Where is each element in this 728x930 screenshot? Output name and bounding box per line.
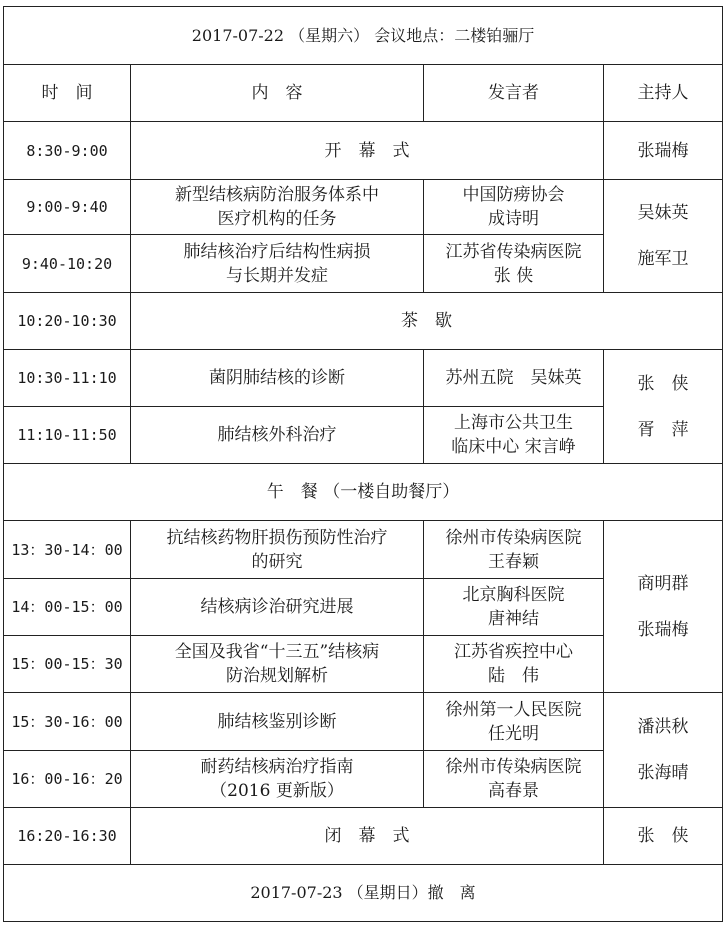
host-line: 张 侠 [637, 373, 689, 394]
lunch-break: 午 餐 （一楼自助餐厅） [4, 464, 723, 521]
host-line: 张海晴 [637, 763, 689, 783]
host-line: 商明群 [637, 573, 689, 594]
footer-row [4, 865, 723, 922]
session-speaker [424, 235, 604, 293]
session-content: 开 幕 式 [131, 122, 604, 180]
host-line: 张瑞梅 [637, 619, 689, 640]
session-time: 11:10-11:50 [4, 407, 131, 464]
speaker-line: 徐州市传染病医院 [445, 527, 582, 548]
session-time: 16:20-16:30 [4, 808, 131, 865]
content-line: 耐药结核病治疗指南 [200, 757, 354, 777]
table-row [4, 693, 723, 751]
speaker-line: 上海市公共卫生 [454, 413, 573, 433]
table-row [4, 180, 723, 235]
session-speaker [424, 579, 604, 636]
session-time: 10:30-11:10 [4, 350, 131, 407]
session-content [131, 636, 424, 693]
header-row [4, 7, 723, 65]
schedule-footer: 2017-07-23 （星期日）撤 离 [4, 865, 723, 922]
speaker-line: 临床中心 宋言峥 [451, 437, 576, 457]
schedule-table [3, 6, 723, 922]
session-speaker [424, 521, 604, 579]
session-content [131, 180, 424, 235]
session-speaker [424, 693, 604, 751]
column-header-row [4, 65, 723, 122]
session-time: 9:00-9:40 [4, 180, 131, 235]
schedule-header: 2017-07-22 （星期六） 会议地点：二楼铂骊厅 [4, 7, 723, 65]
speaker-line: 任光明 [488, 723, 539, 744]
column-host-header: 主持人 [604, 65, 723, 122]
content-line: 新型结核病防治服务体系中 [175, 185, 379, 205]
table-row [4, 122, 723, 180]
column-speaker-header: 发言者 [424, 65, 604, 122]
speaker-line: 徐州市传染病医院 [445, 757, 582, 777]
speaker-line: 成诗明 [488, 209, 539, 229]
speaker-line: 高春景 [488, 781, 539, 801]
session-time: 14：00-15：00 [4, 579, 131, 636]
speaker-line: 唐神结 [488, 609, 539, 629]
host-line: 吴妹英 [637, 203, 689, 223]
session-speaker: 苏州五院 吴妹英 [424, 350, 604, 407]
table-row [4, 464, 723, 521]
session-host: 张瑞梅 [604, 122, 723, 180]
session-content [131, 751, 424, 808]
session-content: 茶 歇 [131, 293, 723, 350]
session-time: 15：30-16：00 [4, 693, 131, 751]
content-line: 抗结核药物肝损伤预防性治疗 [166, 527, 388, 548]
session-content [131, 235, 424, 293]
content-line: 肺结核治疗后结构性病损 [183, 241, 371, 262]
session-time: 13：30-14：00 [4, 521, 131, 579]
column-content-header: 内 容 [131, 65, 424, 122]
content-line: 全国及我省“十三五”结核病 [174, 642, 380, 662]
session-host: 张 侠 [604, 808, 723, 865]
session-host [604, 180, 723, 293]
speaker-line: 江苏省疾控中心 [454, 642, 573, 662]
speaker-line: 张 侠 [493, 265, 534, 286]
content-line: 与长期并发症 [226, 265, 328, 286]
session-content: 肺结核鉴别诊断 [131, 693, 424, 751]
session-time: 10:20-10:30 [4, 293, 131, 350]
session-host [604, 521, 723, 693]
session-time: 8:30-9:00 [4, 122, 131, 180]
session-host [604, 350, 723, 464]
speaker-line: 王春颖 [488, 551, 539, 572]
session-content: 菌阴肺结核的诊断 [131, 350, 424, 407]
content-line: 医疗机构的任务 [217, 209, 337, 229]
session-host [604, 693, 723, 808]
session-content: 肺结核外科治疗 [131, 407, 424, 464]
speaker-line: 中国防痨协会 [462, 185, 565, 205]
content-line: （2016 更新版） [210, 781, 344, 801]
content-line: 的研究 [251, 551, 303, 572]
host-line: 胥 萍 [637, 419, 689, 440]
speaker-line: 陆 伟 [488, 666, 539, 686]
session-time: 9:40-10:20 [4, 235, 131, 293]
session-speaker [424, 180, 604, 235]
speaker-line: 江苏省传染病医院 [445, 241, 582, 262]
speaker-line: 北京胸科医院 [462, 585, 565, 605]
session-time: 15：00-15：30 [4, 636, 131, 693]
session-speaker [424, 407, 604, 464]
session-speaker [424, 636, 604, 693]
table-row [4, 521, 723, 579]
speaker-line: 徐州第一人民医院 [445, 699, 582, 720]
session-content [131, 521, 424, 579]
session-content: 闭 幕 式 [131, 808, 604, 865]
host-line: 潘洪秋 [637, 717, 689, 737]
session-time: 16：00-16：20 [4, 751, 131, 808]
table-row [4, 293, 723, 350]
table-row [4, 808, 723, 865]
host-line: 施军卫 [637, 249, 689, 269]
session-content: 结核病诊治研究进展 [131, 579, 424, 636]
content-line: 防治规划解析 [226, 666, 328, 686]
session-speaker [424, 751, 604, 808]
column-time-header: 时 间 [4, 65, 131, 122]
table-row [4, 350, 723, 407]
